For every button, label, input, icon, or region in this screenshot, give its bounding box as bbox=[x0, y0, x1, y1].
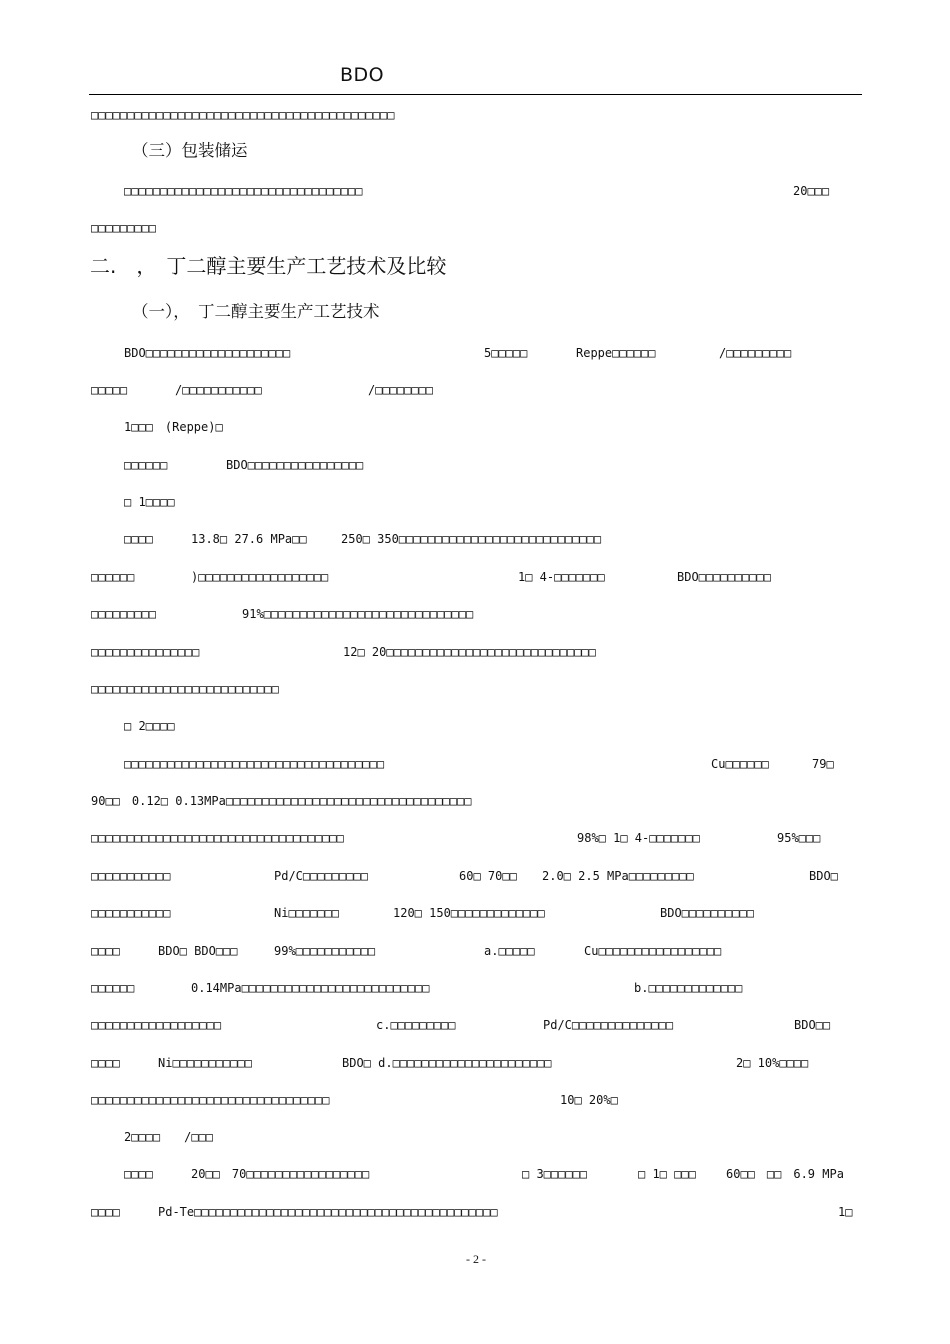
text-line: BDO□□□□□□□□□□ bbox=[660, 906, 754, 920]
text-line: BDO□□□□□□□□□□□□□□□□ bbox=[226, 458, 364, 472]
text-line: 60□ 70□□ bbox=[459, 869, 517, 883]
text-line: c.□□□□□□□□□ bbox=[376, 1018, 456, 1032]
text-line: /□□□□□□□□□□□ bbox=[175, 383, 262, 397]
text-line: □□□□□□□□□□□□□□□□□□ bbox=[91, 1018, 222, 1032]
text-line: 10□ 20%□ bbox=[560, 1093, 618, 1107]
text-line: 1□□□ (Reppe)□ bbox=[124, 420, 223, 434]
text-line: □ 2□□□□ bbox=[124, 719, 175, 733]
text-line: □ 1□□□□ bbox=[124, 495, 175, 509]
text-line: 60□□ □□ 6.9 MPa bbox=[726, 1167, 844, 1181]
text-line: BDO□ BDO□□□ bbox=[158, 944, 238, 958]
text-line: □□□□ bbox=[124, 1167, 153, 1181]
text-line: BDO□ bbox=[809, 869, 838, 883]
text-line: □□□□□□□□□ bbox=[91, 607, 157, 621]
text-line: a.□□□□□ bbox=[484, 944, 535, 958]
text-line: Ni□□□□□□□ bbox=[274, 906, 340, 920]
text-line: 91%□□□□□□□□□□□□□□□□□□□□□□□□□□□□□ bbox=[242, 607, 474, 621]
text-line: □ 3□□□□□□ bbox=[522, 1167, 588, 1181]
text-line: 20□□□ bbox=[793, 184, 830, 198]
text-line: □□□□□□□□□□□ bbox=[91, 869, 171, 883]
text-line: □□□□□□□□□□□□□□□□□□□□□□□□□□ bbox=[91, 682, 279, 696]
text-line: Cu□□□□□□□□□□□□□□□□□ bbox=[584, 944, 722, 958]
text-line: 95%□□□ bbox=[777, 831, 821, 845]
text-line: Pd/C□□□□□□□□□□□□□□ bbox=[543, 1018, 674, 1032]
text-line: 2□ 10%□□□□ bbox=[736, 1056, 809, 1070]
text-line: □□□□ bbox=[91, 1205, 120, 1219]
text-line: )□□□□□□□□□□□□□□□□□□ bbox=[191, 570, 329, 584]
text-line: Ni□□□□□□□□□□□ bbox=[158, 1056, 252, 1070]
text-line: □□□□ bbox=[91, 944, 120, 958]
text-line: 79□ bbox=[812, 757, 834, 771]
text-line: 1□ bbox=[838, 1205, 853, 1219]
section-heading-packaging: （三）包装储运 bbox=[132, 141, 248, 160]
text-line: 20□□ 70□□□□□□□□□□□□□□□□□ bbox=[191, 1167, 370, 1181]
text-line: □□□□□□□□□□□□□□□□□□□□□□□□□□□□□□□□□ bbox=[91, 1093, 330, 1107]
text-line: 2□□□□ /□□□ bbox=[124, 1130, 214, 1144]
text-line: □□□□□□□□□□□ bbox=[91, 906, 171, 920]
text-line: 1□ 4-□□□□□□□ bbox=[518, 570, 605, 584]
text-line: □□□□□□□□□ bbox=[91, 221, 157, 235]
text-line: □□□□□□□□□□□□□□□ bbox=[91, 645, 200, 659]
text-line: □□□□□□□□□□□□□□□□□□□□□□□□□□□□□□□□□□□□□□□□□□ bbox=[91, 108, 395, 122]
text-line: /□□□□□□□□□ bbox=[719, 346, 792, 360]
text-line: 12□ 20□□□□□□□□□□□□□□□□□□□□□□□□□□□□□ bbox=[343, 645, 596, 659]
text-line: 5□□□□□ bbox=[484, 346, 528, 360]
header-rule bbox=[89, 94, 862, 95]
text-line: Reppe□□□□□□ bbox=[576, 346, 656, 360]
text-line: □□□□□□□□□□□□□□□□□□□□□□□□□□□□□□□□□□□□ bbox=[124, 757, 385, 771]
text-line: BDO□□□□□□□□□□ bbox=[677, 570, 771, 584]
text-line: BDO□ d.□□□□□□□□□□□□□□□□□□□□□□ bbox=[342, 1056, 552, 1070]
section-heading-main-processes: （一）， 丁二醇主要生产工艺技术 bbox=[132, 302, 380, 321]
text-line: BDO□□ bbox=[794, 1018, 831, 1032]
text-line: □□□□□□□□□□□□□□□□□□□□□□□□□□□□□□□□□ bbox=[124, 184, 363, 198]
text-line: 120□ 150□□□□□□□□□□□□□ bbox=[393, 906, 545, 920]
text-line: □□□□□□ bbox=[91, 981, 135, 995]
text-line: □□□□□□ bbox=[124, 458, 168, 472]
page-number: - 2 - bbox=[466, 1252, 486, 1266]
text-line: /□□□□□□□□ bbox=[368, 383, 434, 397]
text-line: Pd-Te□□□□□□□□□□□□□□□□□□□□□□□□□□□□□□□□□□□□□□□□□□ bbox=[158, 1205, 498, 1219]
text-line: b.□□□□□□□□□□□□□ bbox=[634, 981, 743, 995]
text-line: 99%□□□□□□□□□□□ bbox=[274, 944, 376, 958]
text-line: 90□□ 0.12□ 0.13MPa□□□□□□□□□□□□□□□□□□□□□□□□□□□□□□□□□□ bbox=[91, 794, 472, 808]
text-line: 2.0□ 2.5 MPa□□□□□□□□□ bbox=[542, 869, 694, 883]
text-line: 0.14MPa□□□□□□□□□□□□□□□□□□□□□□□□□□ bbox=[191, 981, 430, 995]
text-line: 250□ 350□□□□□□□□□□□□□□□□□□□□□□□□□□□□ bbox=[341, 532, 602, 546]
text-line: □□□□□□□□□□□□□□□□□□□□□□□□□□□□□□□□□□□ bbox=[91, 831, 344, 845]
text-line: □□□□□ bbox=[91, 383, 128, 397]
text-line: 98%□ 1□ 4-□□□□□□□ bbox=[577, 831, 700, 845]
text-line: Pd/C□□□□□□□□□ bbox=[274, 869, 368, 883]
text-line: □□□□ bbox=[124, 532, 153, 546]
page-header-title: BDO bbox=[340, 64, 385, 86]
text-line: □□□□□□ bbox=[91, 570, 135, 584]
text-line: 13.8□ 27.6 MPa□□ bbox=[191, 532, 307, 546]
chapter-heading-processes: 二. ， 丁二醇主要生产工艺技术及比较 bbox=[90, 254, 447, 278]
text-line: □ 1□ □□□ bbox=[638, 1167, 696, 1181]
text-line: □□□□ bbox=[91, 1056, 120, 1070]
text-line: Cu□□□□□□ bbox=[711, 757, 769, 771]
text-line: BDO□□□□□□□□□□□□□□□□□□□□ bbox=[124, 346, 291, 360]
